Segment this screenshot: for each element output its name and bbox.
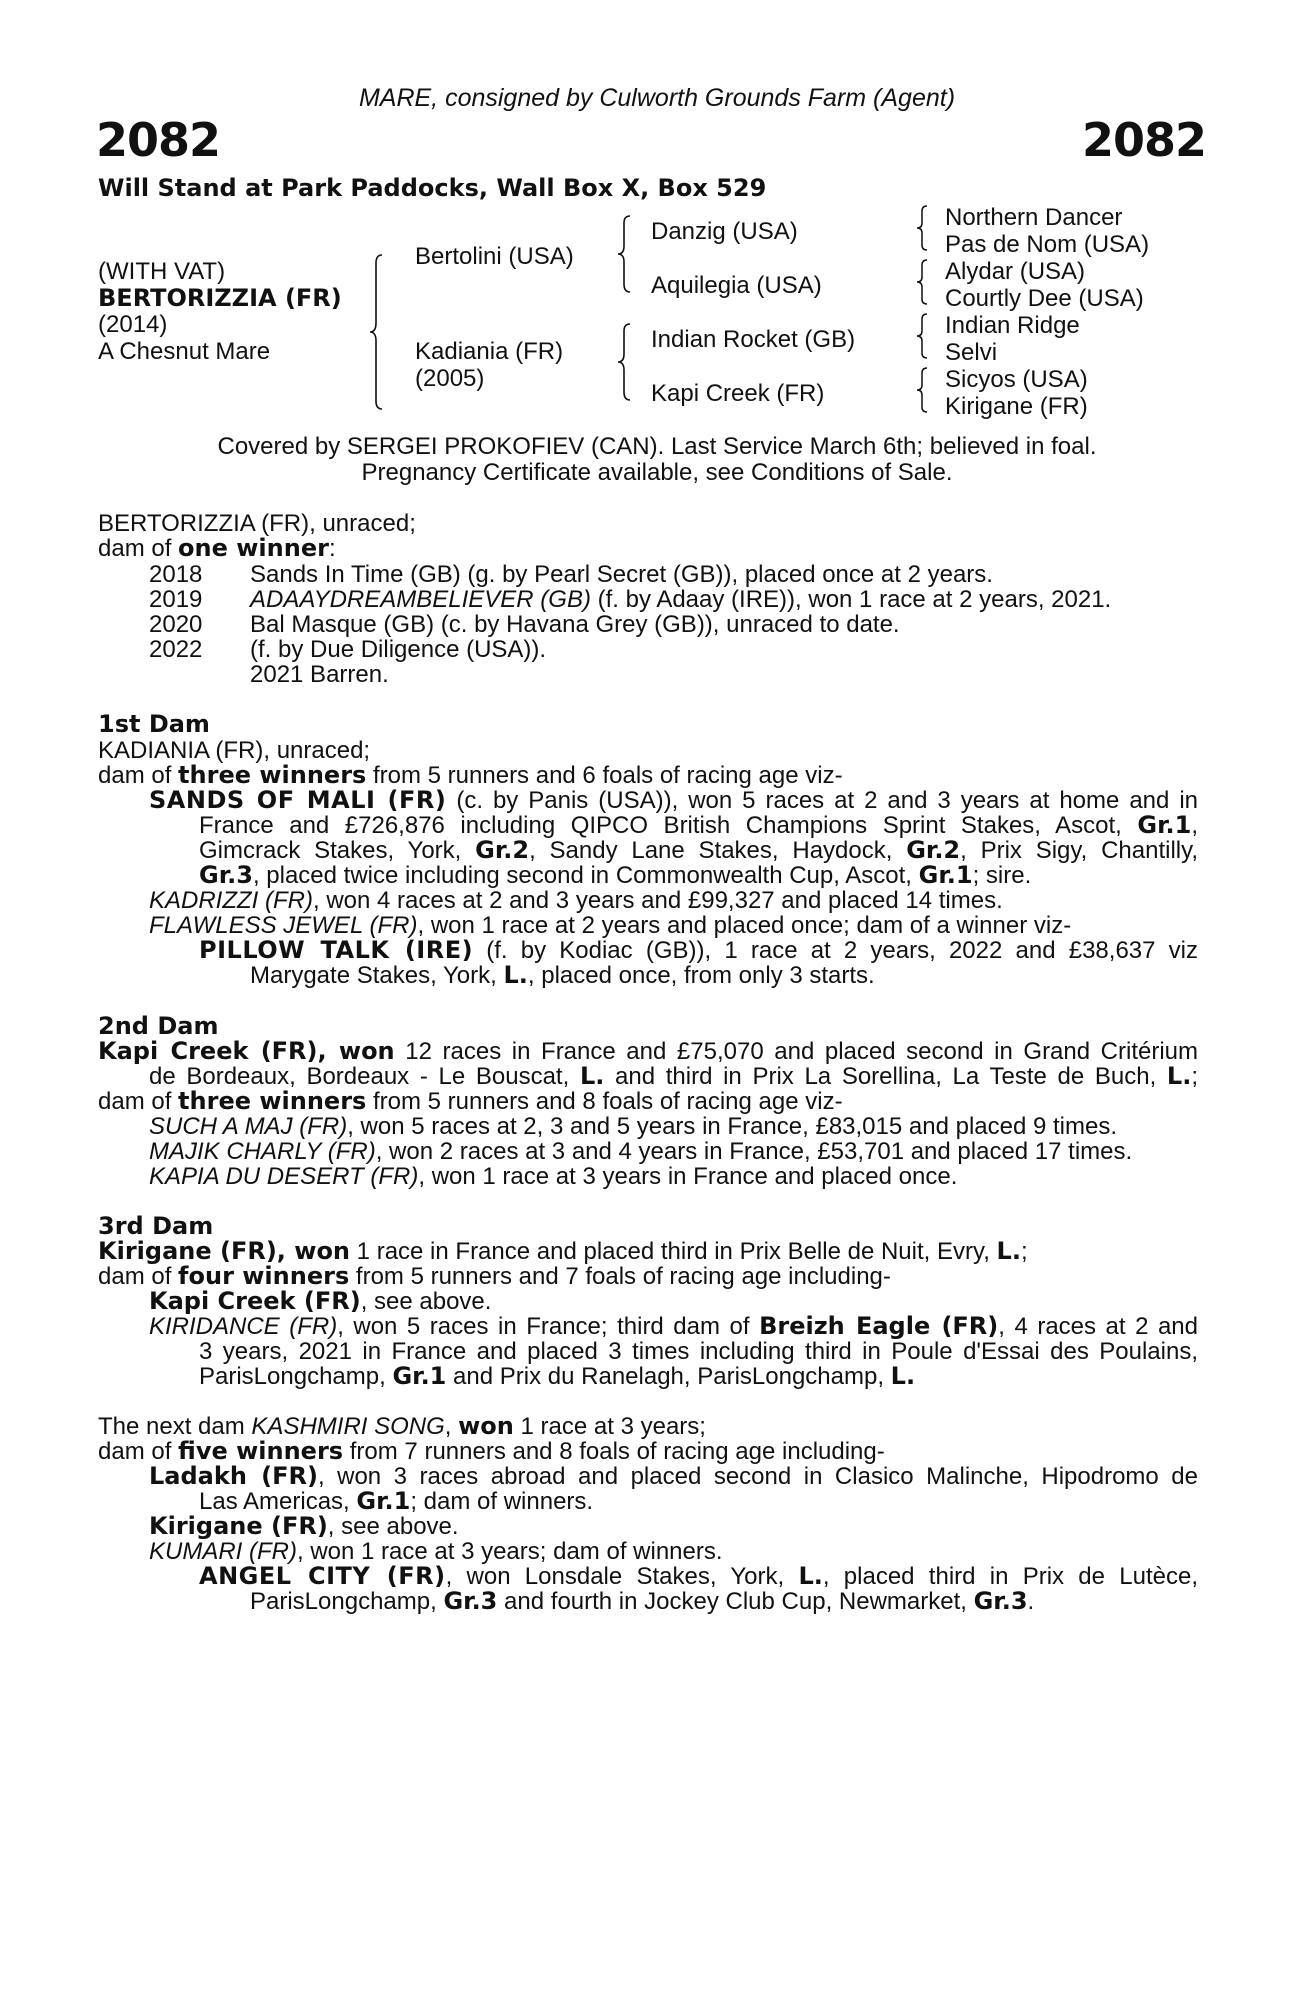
group-grade: Gr.3: [973, 1587, 1028, 1615]
bracket-dam: [620, 322, 640, 402]
vat-label: (WITH VAT): [98, 258, 226, 285]
listed-grade: L.: [579, 1062, 605, 1090]
group-grade: Gr.1: [392, 1362, 447, 1390]
pedigree-bracket-main: [372, 253, 392, 411]
majik-charly-line: [149, 1139, 1132, 1165]
third-dam-heading: 3rd Dam: [98, 1212, 214, 1240]
listed-grade: L.: [503, 961, 528, 989]
g3-pas-de-nom: Pas de Nom (USA): [945, 231, 1150, 258]
produce-year: 2022: [149, 636, 203, 663]
listed-grade: L.: [798, 1562, 823, 1590]
runner-name: KAPIA DU DESERT (FR): [149, 1163, 419, 1190]
produce-item: [149, 612, 900, 638]
bracket-g3-1: [918, 204, 932, 252]
horse-description: A Chesnut Mare: [98, 338, 271, 365]
dam-of-suffix: from 5 runners and 7 foals of racing age including-: [349, 1263, 891, 1290]
runner-text: , won 1 race at 3 years; dam of winners.: [296, 1538, 723, 1565]
angel-city-line-1: [199, 1564, 1198, 1590]
runner-text: .: [1027, 1588, 1035, 1615]
runner-text: , placed twice including second in Commonwealth Cup, Ascot,: [252, 862, 919, 889]
runner-text: (f. by Kodiac (GB)), 1 race at 2 years, 2022 and £38,637 viz: [473, 937, 1198, 964]
runner-name: SUCH A MAJ (FR): [149, 1113, 348, 1140]
runner-text: , won 2 races at 3 and 4 years in France, £53,701 and placed 17 times.: [375, 1138, 1133, 1165]
lot-number-right: 2082: [1081, 113, 1206, 167]
runner-name: KUMARI (FR): [149, 1538, 297, 1565]
dam-of-suffix: :: [328, 535, 336, 562]
pillow-line-1: [199, 938, 1198, 964]
second-dam-heading: 2nd Dam: [98, 1012, 219, 1040]
produce-item: [149, 587, 1111, 613]
first-dam-intro: KADIANIA (FR), unraced;: [98, 737, 371, 764]
second-dam-line-2: [149, 1064, 1198, 1090]
produce-barren: 2021 Barren.: [250, 661, 389, 688]
winners-count: three winners: [178, 761, 367, 789]
ladakh-line-1: [149, 1464, 1198, 1490]
runner-name: KIRIDANCE (FR): [149, 1313, 338, 1340]
kadrizzi-line: [149, 888, 1003, 914]
bracket-g3-4: [918, 366, 932, 414]
runner-name: FLAWLESS JEWEL (FR): [149, 912, 418, 939]
dam-of-prefix: dam of: [98, 762, 179, 789]
runner-text: and fourth in Jockey Club Cup, Newmarket,: [497, 1588, 974, 1615]
runner-text: (c. by Panis (USA)), won 5 races at 2 and 3 years at home and in: [446, 787, 1198, 814]
group-grade: Gr.3: [443, 1587, 498, 1615]
produce-year: 2020: [149, 611, 203, 638]
group-grade: Gr.2: [906, 836, 961, 864]
runner-text: , won 5 races at 2, 3 and 5 years in France, £83,015 and placed 9 times.: [347, 1113, 1118, 1140]
runner-text: , won Lonsdale Stakes, York,: [445, 1563, 799, 1590]
dam-of-prefix: dam of: [98, 1438, 179, 1465]
group-grade: Gr.1: [918, 861, 973, 889]
produce-year: 2019: [149, 586, 203, 613]
horse-name: BERTORIZZIA (FR): [98, 284, 342, 312]
second-dam-line-1: [98, 1039, 1198, 1065]
runner-text: ParisLongchamp,: [250, 1588, 444, 1615]
next-dam-dam-of: [98, 1439, 885, 1465]
runner-text: , won 1 race at 2 years and placed once; dam of a winner viz-: [417, 912, 1072, 939]
runner-text: Marygate Stakes, York,: [250, 962, 504, 989]
runner-text: , won 4 races at 2 and 3 years and £99,327 and placed 14 times.: [312, 887, 1003, 914]
produce-text: Sands In Time (GB) (g. by Pearl Secret (GB)), placed once at 2 years.: [250, 561, 993, 588]
winners-count: one winner: [178, 534, 329, 562]
lot-number-left: 2082: [96, 113, 221, 167]
runner-text: , Prix Sigy, Chantilly,: [960, 837, 1199, 864]
runner-name: Ladakh (FR): [149, 1462, 318, 1490]
runner-name: Kirigane (FR): [149, 1512, 328, 1540]
produce-intro: BERTORIZZIA (FR), unraced;: [98, 510, 416, 537]
runner-text: ParisLongchamp,: [199, 1363, 393, 1390]
runner-text: , placed once, from only 3 starts.: [527, 962, 875, 989]
kapia-line: [149, 1164, 957, 1190]
won-label: , won: [276, 1237, 351, 1265]
dam-name: Kapi Creek (FR): [98, 1037, 318, 1065]
runner-text: , 4 races at 2 and: [998, 1313, 1198, 1340]
g3-alydar: Alydar (USA): [945, 258, 1086, 285]
horse-year: (2014): [98, 311, 168, 338]
won-label: , won: [317, 1037, 395, 1065]
listed-grade: L.: [890, 1362, 916, 1390]
sands-line-3: [199, 838, 1198, 864]
produce-text: Bal Masque (GB) (c. by Havana Grey (GB)), unraced to date.: [250, 611, 900, 638]
produce-text: (f. by Adaay (IRE)), won 1 race at 2 years, 2021.: [590, 586, 1112, 613]
sands-line-1: [149, 788, 1198, 814]
produce-dam-of: [98, 536, 336, 562]
runner-text: Las Americas,: [199, 1488, 357, 1515]
kiridance-line-3: [199, 1364, 915, 1390]
runner-text: , won 3 races abroad and placed second in Clasico Malinche, Hipodromo de: [317, 1463, 1198, 1490]
first-dam-heading: 1st Dam: [98, 710, 210, 738]
dam-text: ;: [1020, 1238, 1028, 1265]
flawless-line: [149, 913, 1071, 939]
g3-indian-ridge: Indian Ridge: [945, 312, 1080, 339]
sands-line-4: [199, 863, 1031, 889]
dam-of-suffix: from 5 runners and 8 foals of racing age viz-: [366, 1088, 843, 1115]
first-dam-dam-of: [98, 763, 843, 789]
g3-sicyos: Sicyos (USA): [945, 366, 1088, 393]
dam-text: ,: [444, 1413, 459, 1440]
group-grade: Gr.2: [475, 836, 530, 864]
dam-text: The next dam: [98, 1413, 252, 1440]
runner-name: KADRIZZI (FR): [149, 887, 313, 914]
winners-count: five winners: [178, 1437, 344, 1465]
dam-of-suffix: from 7 runners and 8 foals of racing age including-: [343, 1438, 885, 1465]
dam-of-prefix: dam of: [98, 1088, 179, 1115]
winners-count: four winners: [178, 1262, 350, 1290]
bracket-g3-2: [918, 258, 932, 306]
sands-line-2: France and £726,876 including QIPCO British Champions Sprint Stakes, Ascot, Gr.1,: [199, 811, 1198, 839]
sire-sire: Danzig (USA): [651, 218, 798, 245]
dam-text: 12 races in France and £75,070 and placed second in Grand Critérium: [394, 1038, 1199, 1065]
group-grade: Gr.3: [199, 861, 253, 889]
angel-city-line-2: [250, 1589, 1034, 1615]
runner-name: Breizh Eagle (FR): [759, 1312, 999, 1340]
ladakh-line-2: [199, 1489, 593, 1515]
runner-text: Gimcrack Stakes, York,: [199, 837, 476, 864]
won-label: won: [458, 1412, 514, 1440]
dam-name: Kirigane (FR): [98, 1237, 277, 1265]
such-a-maj-line: [149, 1114, 1117, 1140]
runner-text: and Prix du Ranelagh, ParisLongchamp,: [446, 1363, 891, 1390]
runner-text: , won 1 race at 3 years in France and placed once.: [418, 1163, 958, 1190]
sire-dam: Aquilegia (USA): [651, 272, 822, 299]
dam-text: ;: [1191, 1063, 1199, 1090]
runner-text: , see above.: [360, 1288, 492, 1315]
group-grade: Gr.1: [1137, 811, 1192, 839]
g3-courtly-dee: Courtly Dee (USA): [945, 285, 1144, 312]
dam-of-prefix: dam of: [98, 1263, 179, 1290]
produce-item: [149, 562, 993, 588]
dam-text: de Bordeaux, Bordeaux - Le Bouscat,: [149, 1063, 580, 1090]
dam-of-suffix: from 5 runners and 6 foals of racing age viz-: [366, 762, 843, 789]
g3-kirigane: Kirigane (FR): [945, 393, 1088, 420]
g3-northern-dancer: Northern Dancer: [945, 204, 1123, 231]
bracket-g3-3: [918, 312, 932, 360]
runner-text: ; dam of winners.: [410, 1488, 594, 1515]
covered-line-1: Covered by SERGEI PROKOFIEV (CAN). Last Service March 6th; believed in foal.: [217, 433, 1097, 460]
kirigane-line: [149, 1514, 459, 1540]
produce-year: 2018: [149, 561, 203, 588]
produce-name: ADAAYDREAMBELIEVER (GB): [250, 586, 591, 613]
produce-text: (f. by Due Diligence (USA)).: [250, 636, 547, 663]
runner-text: , placed third in Prix de Lutèce,: [822, 1563, 1198, 1590]
second-dam-dam-of: [98, 1089, 843, 1115]
runner-name: SANDS OF MALI (FR): [149, 786, 447, 814]
produce-item: [149, 637, 546, 663]
dam-name: Kadiania (FR): [415, 338, 564, 365]
kiridance-line-1: [149, 1314, 1198, 1340]
next-dam-intro: [98, 1414, 706, 1440]
dam-year: (2005): [415, 365, 485, 392]
dam-text: and third in Prix La Sorellina, La Teste de Buch,: [604, 1063, 1167, 1090]
runner-name: ANGEL CITY (FR): [199, 1562, 446, 1590]
bracket-sire: [620, 214, 640, 294]
g3-selvi: Selvi: [945, 339, 998, 366]
listed-grade: L.: [996, 1237, 1021, 1265]
runner-name: Kapi Creek (FR): [149, 1287, 361, 1315]
kapi-creek-line: [149, 1289, 491, 1315]
runner-text: , see above.: [327, 1513, 459, 1540]
dam-of-prefix: dam of: [98, 535, 179, 562]
third-dam-dam-of: [98, 1264, 891, 1290]
sire-name: Bertolini (USA): [415, 243, 574, 270]
dam-text: 1 race at 3 years;: [513, 1413, 706, 1440]
covered-line-2: Pregnancy Certificate available, see Conditions of Sale.: [361, 459, 953, 486]
winners-count: three winners: [178, 1087, 367, 1115]
dam-dam: Kapi Creek (FR): [651, 380, 825, 407]
group-grade: Gr.1: [356, 1487, 411, 1515]
kumari-line: [149, 1539, 723, 1565]
dam-name: KASHMIRI SONG: [251, 1413, 445, 1440]
consignor-line: MARE, consigned by Culworth Grounds Farm (Agent): [358, 84, 956, 112]
kiridance-line-2: 3 years, 2021 in France and placed 3 times including third in Poule d'Essai des Poulains,: [199, 1338, 1198, 1365]
dam-text: 1 race in France and placed third in Prix Belle de Nuit, Evry,: [350, 1238, 997, 1265]
dam-sire: Indian Rocket (GB): [651, 326, 856, 353]
runner-name: PILLOW TALK (IRE): [199, 936, 474, 964]
runner-text: France and £726,876 including QIPCO British Champions Sprint Stakes, Ascot,: [199, 812, 1138, 839]
stand-line: Will Stand at Park Paddocks, Wall Box X, Box 529: [98, 174, 767, 202]
pillow-line-2: [250, 963, 875, 989]
listed-grade: L.: [1166, 1062, 1192, 1090]
runner-text: , won 5 races in France; third dam of: [337, 1313, 760, 1340]
runner-text: ; sire.: [972, 862, 1032, 889]
third-dam-line-1: [98, 1239, 1028, 1265]
runner-text: , Sandy Lane Stakes, Haydock,: [529, 837, 907, 864]
runner-name: MAJIK CHARLY (FR): [149, 1138, 376, 1165]
